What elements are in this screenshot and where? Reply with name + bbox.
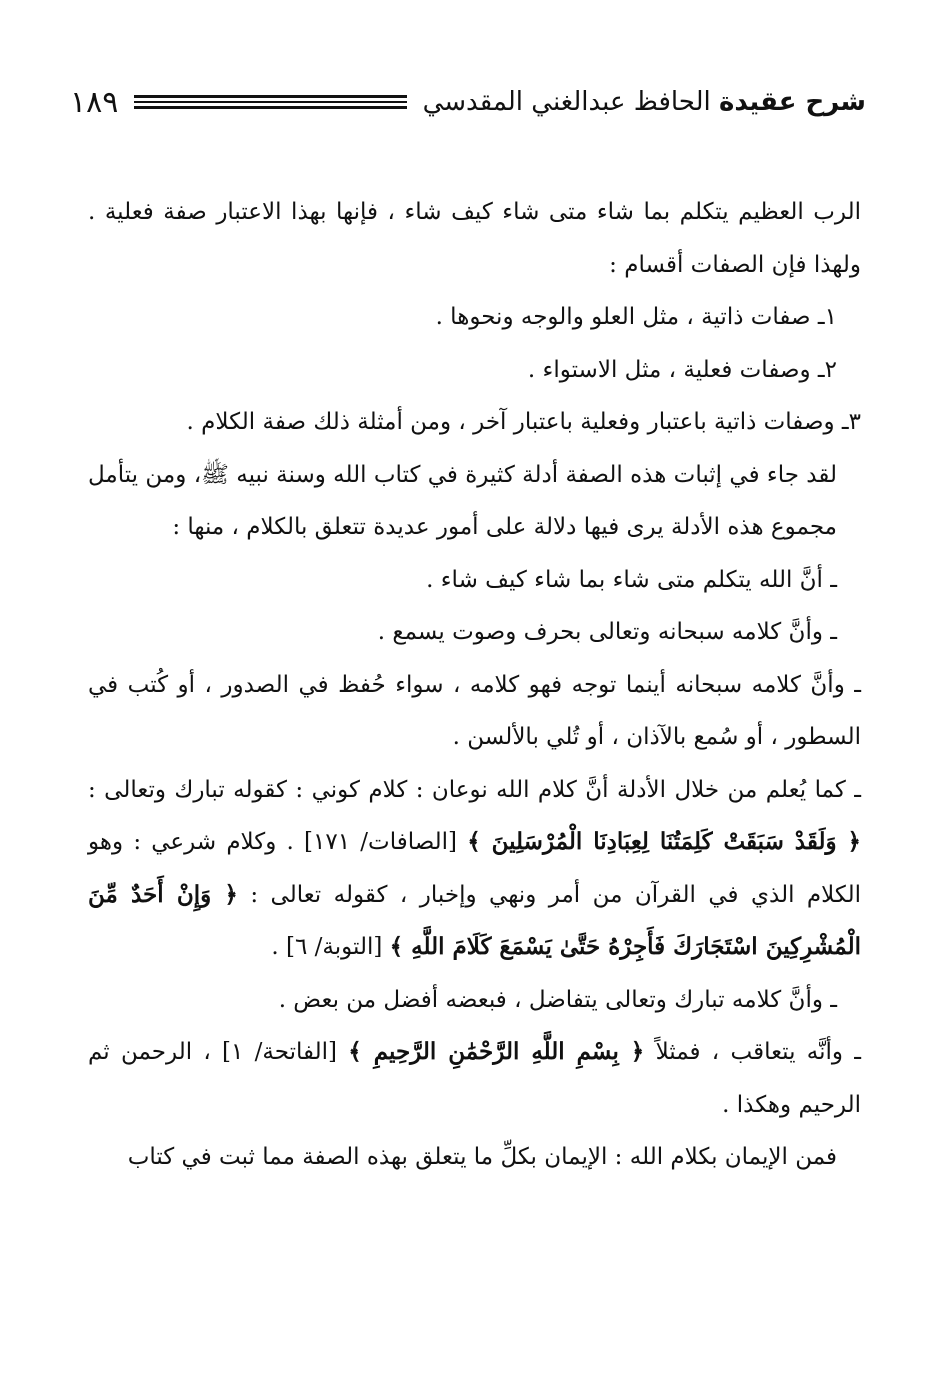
running-title-bold: شرح عقيدة — [719, 87, 866, 117]
paragraph: الرب العظيم يتكلم بما شاء متى شاء كيف شاء ، فإنها بهذا الاعتبار صفة فعلية . ولهذا فإن الصفات أقسام : — [88, 199, 861, 278]
list-item: ١ـ صفات ذاتية ، مثل العلو والوجه ونحوها . — [435, 304, 837, 330]
list-item: ـ أنَّ الله يتكلم متى شاء بما شاء كيف شاء . — [426, 566, 837, 593]
paragraph: فمن الإيمان بكلام الله : الإيمان بكلِّ ما يتعلق بهذه الصفة مما ثبت في كتاب — [127, 1144, 837, 1170]
running-title — [423, 87, 866, 117]
quran-verse: ﴿ بِسْمِ اللَّهِ الرَّحْمَٰنِ الرَّحِيمِ ﴾ — [348, 1038, 645, 1065]
page-number: ١٨٩ — [70, 84, 119, 120]
running-title-rest: الحافظ عبدالغني المقدسي — [422, 87, 711, 117]
list-item: ـ وأنَّ كلامه سبحانه وتعالى بحرف وصوت يسمع . — [377, 619, 837, 645]
page-header — [70, 72, 866, 132]
paragraph: لقد جاء في إثبات هذه الصفة أدلة كثيرة في كتاب الله وسنة نبيه ﷺ، ومن يتأمل مجموع هذه الأدلة يرى فيها دلالة على أمور عديدة تتعلق بالكلام ، منها : — [88, 461, 837, 540]
list-item: ـ وأنَّ كلامه تبارك وتعالى يتفاضل ، فبعضه أفضل من بعض . — [278, 986, 837, 1013]
header-rule — [134, 95, 406, 109]
list-item: ـ وأنَّه يتعاقب ، فمثلاً ﴿ بِسْمِ اللَّهِ الرَّحْمَٰنِ الرَّحِيمِ ﴾ [الفاتحة/ ١] ، الرحمن ثم الرحيم وهكذا . — [88, 1038, 862, 1118]
list-item: ـ وأنَّ كلامه سبحانه أينما توجه فهو كلامه ، سواء حُفظ في الصدور ، أو كُتب في السطور ، أو سُمع بالآذان ، أو تُلي بالألسن . — [88, 671, 861, 750]
list-item: ٢ـ وصفات فعلية ، مثل الاستواء . — [527, 356, 837, 383]
quran-verse: ﴿ وَإِنْ أَحَدٌ مِّنَ الْمُشْرِكِينَ اسْتَجَارَكَ فَأَجِرْهُ حَتَّىٰ يَسْمَعَ كَلَامَ اللَّهِ ﴾ — [88, 880, 861, 960]
body-text — [88, 186, 861, 1184]
list-item: ٣ـ وصفات ذاتية باعتبار وفعلية باعتبار آخر ، ومن أمثلة ذلك صفة الكلام . — [186, 409, 861, 435]
quran-verse: ﴿ وَلَقَدْ سَبَقَتْ كَلِمَتُنَا لِعِبَادِنَا الْمُرْسَلِينَ ﴾ — [467, 828, 861, 855]
list-item: ـ كما يُعلم من خلال الأدلة أنَّ كلام الله نوعان : كلام كوني : كقوله تبارك وتعالى : ﴿ وَلَقَدْ سَبَقَتْ كَلِمَتُنَا لِعِبَادِنَا الْمُرْسَلِينَ ﴾ [الصافات/ ١٧١] . وكلام شرعي : وهو الكلام الذي في القرآن من أمر ونهي وإخبار ، كقوله تعالى : ﴿ وَإِنْ أَحَدٌ مِّنَ الْمُشْرِكِينَ اسْتَجَارَكَ فَأَجِرْهُ حَتَّىٰ يَسْمَعَ كَلَامَ اللَّهِ ﴾ [التوبة/ ٦] . — [88, 776, 861, 960]
